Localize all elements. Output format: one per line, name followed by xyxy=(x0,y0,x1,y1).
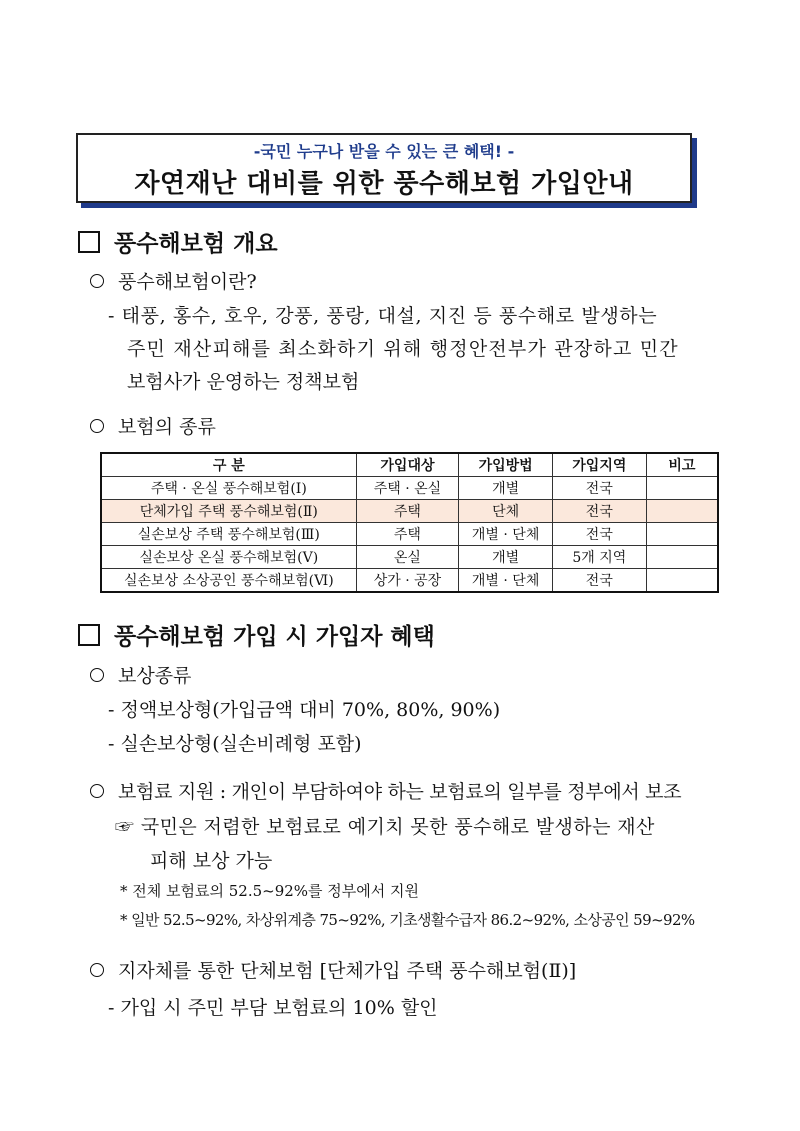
table-row xyxy=(101,546,718,569)
table-cell xyxy=(646,523,718,546)
group-insurance-heading xyxy=(90,956,576,983)
comp-types-label: 보상종류 xyxy=(118,665,192,687)
table-cell xyxy=(646,546,718,569)
what-is-line-2: 주민 재산피해를 최소화하기 위해 행정안전부가 관장하고 민간 xyxy=(127,338,679,360)
table-cell: 단체가입 주택 풍수해보험(Ⅱ) xyxy=(101,500,356,523)
premium-footnote-2: * 일반 52.5~92%, 차상위계층 75~92%, 기초생활수급자 86.2~92%, 소상공인 59~92% xyxy=(120,911,695,929)
what-is-line-1: - 태풍, 홍수, 호우, 강풍, 풍랑, 대설, 지진 등 풍수해로 발생하는 xyxy=(108,305,658,327)
premium-note-line-2: 피해 보상 가능 xyxy=(150,850,273,872)
table-cell: 개별 xyxy=(459,546,553,569)
circle-bullet-icon xyxy=(90,963,104,977)
what-is-line-3: 보험사가 운영하는 정책보험 xyxy=(127,371,360,393)
premium-footnote-1: * 전체 보험료의 52.5~92%를 정부에서 지원 xyxy=(120,882,420,900)
comp-type-item-2: - 실손보상형(실손비례형 포함) xyxy=(108,733,362,755)
section-overview-heading xyxy=(78,225,278,258)
circle-bullet-icon xyxy=(90,419,104,433)
table-cell: 주택 xyxy=(356,523,459,546)
types-label: 보험의 종류 xyxy=(118,416,216,438)
what-is-heading xyxy=(90,267,257,294)
circle-bullet-icon xyxy=(90,668,104,682)
section-benefits-title: 풍수해보험 가입 시 가입자 혜택 xyxy=(114,623,435,650)
section-overview-title: 풍수해보험 개요 xyxy=(114,230,278,257)
group-insurance-item: - 가입 시 주민 부담 보험료의 10% 할인 xyxy=(108,997,438,1019)
table-cell: 주택 xyxy=(356,500,459,523)
col-header-method: 가입방법 xyxy=(459,453,553,477)
table-row xyxy=(101,477,718,500)
table-row xyxy=(101,523,718,546)
table-row xyxy=(101,569,718,593)
table-cell: 5개 지역 xyxy=(552,546,646,569)
table-header-row xyxy=(101,453,718,477)
table-cell: 개별 xyxy=(459,477,553,500)
circle-bullet-icon xyxy=(90,274,104,288)
title-box xyxy=(76,133,692,203)
premium-support-label: 보험료 지원 : 개인이 부담하여야 하는 보험료의 일부를 정부에서 보조 xyxy=(118,781,682,803)
premium-note-line-1: ☞ 국민은 저렴한 보험료로 예기치 못한 풍수해로 발생하는 재산 xyxy=(115,816,655,838)
table-cell: 주택 · 온실 xyxy=(356,477,459,500)
table-cell xyxy=(646,500,718,523)
table-cell: 온실 xyxy=(356,546,459,569)
table-cell: 전국 xyxy=(552,500,646,523)
checkbox-square-icon xyxy=(78,624,100,646)
comp-types-heading xyxy=(90,661,191,688)
insurance-types-table xyxy=(100,452,719,593)
col-header-target: 가입대상 xyxy=(356,453,459,477)
table-row-highlighted xyxy=(101,500,718,523)
table-cell: 개별 · 단체 xyxy=(459,569,553,593)
table-cell xyxy=(646,569,718,593)
col-header-note: 비고 xyxy=(646,453,718,477)
document-title: 자연재난 대비를 위한 풍수해보험 가입안내 xyxy=(134,169,634,199)
section-benefits-heading xyxy=(78,618,435,651)
table-cell: 전국 xyxy=(552,523,646,546)
col-header-category: 구 분 xyxy=(101,453,356,477)
types-heading xyxy=(90,412,216,439)
table-cell: 실손보상 소상공인 풍수해보험(Ⅵ) xyxy=(101,569,356,593)
circle-bullet-icon xyxy=(90,784,104,798)
what-is-label: 풍수해보험이란? xyxy=(118,271,257,293)
table-cell: 주택 · 온실 풍수해보험(Ⅰ) xyxy=(101,477,356,500)
table-cell: 전국 xyxy=(552,477,646,500)
document-subtitle: -국민 누구나 받을 수 있는 큰 혜택! - xyxy=(253,142,515,161)
table-cell: 전국 xyxy=(552,569,646,593)
premium-support-heading xyxy=(90,777,681,804)
table-cell: 개별 · 단체 xyxy=(459,523,553,546)
group-insurance-label: 지자체를 통한 단체보험 [단체가입 주택 풍수해보험(Ⅱ)] xyxy=(118,960,577,982)
comp-type-item-1: - 정액보상형(가입금액 대비 70%, 80%, 90%) xyxy=(108,699,501,721)
table-cell xyxy=(646,477,718,500)
checkbox-square-icon xyxy=(78,231,100,253)
table-cell: 실손보상 주택 풍수해보험(Ⅲ) xyxy=(101,523,356,546)
table-cell: 상가 · 공장 xyxy=(356,569,459,593)
col-header-region: 가입지역 xyxy=(552,453,646,477)
table-cell: 실손보상 온실 풍수해보험(Ⅴ) xyxy=(101,546,356,569)
table-cell: 단체 xyxy=(459,500,553,523)
